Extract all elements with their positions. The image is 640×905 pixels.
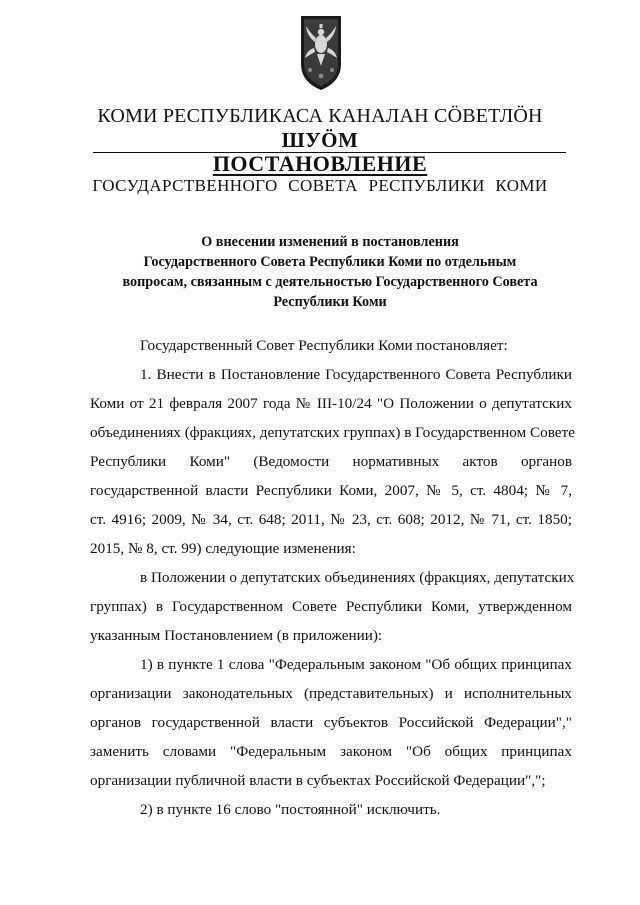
body-line: организации публичной власти в субъектах Российской Федерации",";	[90, 772, 546, 789]
issuing-authority: ГОСУДАРСТВЕННОГО СОВЕТА РЕСПУБЛИКИ КОМИ	[92, 176, 548, 195]
organization-komi-name: КОМИ РЕСПУБЛИКАСА КАНАЛАН СӦВЕТЛӦН	[97, 105, 543, 127]
body-line: Коми от 21 февраля 2007 года № III-10/24 "О Положении о депутатских	[90, 395, 572, 412]
body-line: государственной власти Республики Коми, 2007, № 5, ст. 4804; № 7,	[90, 482, 572, 499]
title-line: Государственного Совета Республики Коми по отдельным	[143, 254, 517, 270]
title-line: О внесении изменений в постановления	[201, 234, 459, 250]
body-line: заменить словами "Федеральным законом "Об общих принципах	[90, 743, 572, 760]
document-title	[95, 232, 565, 312]
document-type-komi: ШУӦМ	[281, 128, 359, 152]
body-line: объединениях (фракциях, депутатских группах) в Государственном Совете	[90, 424, 575, 441]
preamble-line: Государственный Совет Республики Коми постановляет:	[140, 337, 508, 354]
body-line: в Положении о депутатских объединениях (фракциях, депутатских	[140, 569, 575, 586]
title-line: Республики Коми	[273, 294, 387, 310]
document-type: ПОСТАНОВЛЕНИЕ	[212, 151, 428, 176]
body-line: органов государственной власти субъектов Российской Федерации","	[90, 714, 572, 731]
body-line: 1. Внести в Постановление Государственного Совета Республики	[140, 366, 572, 383]
body-line: Республики Коми" (Ведомости нормативных актов органов	[90, 453, 572, 470]
body-line: 2015, № 8, ст. 99) следующие изменения:	[90, 540, 356, 557]
body-line: 2) в пункте 16 слово "постоянной" исключить.	[140, 801, 441, 818]
body-line: организации законодательных (представительных) и исполнительных	[90, 685, 572, 702]
title-line: вопросам, связанным с деятельностью Государственного Совета	[122, 274, 538, 290]
body-line: ст. 4916; 2009, № 34, ст. 648; 2011, № 23, ст. 608; 2012, № 71, ст. 1850;	[90, 511, 572, 528]
coat-of-arms-icon	[298, 14, 344, 92]
body-line: указанным Постановлением (в приложении):	[90, 627, 383, 644]
body-line: 1) в пункте 1 слова "Федеральным законом "Об общих принципах	[140, 656, 572, 673]
body-line: группах) в Государственном Совете Республики Коми, утвержденном	[90, 598, 572, 615]
